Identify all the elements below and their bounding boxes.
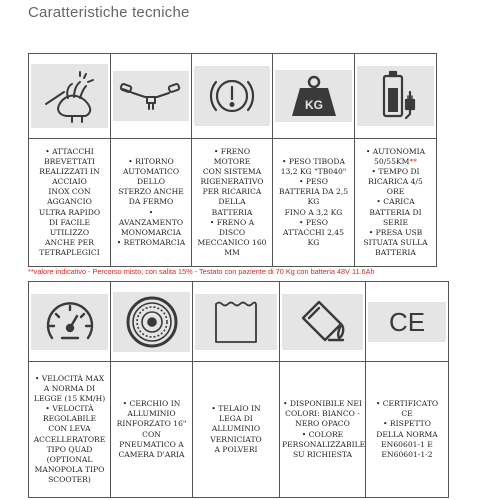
spec-line: INOX CON [48, 187, 91, 197]
spec-line: MECCANICO 160 [197, 237, 267, 247]
icon-cell [355, 54, 437, 139]
spec-cell [280, 362, 366, 498]
paint-bucket-icon [293, 294, 353, 350]
spec-line: PER RICARICA [202, 187, 262, 197]
spec-cell [111, 362, 193, 498]
spec-line: BATTERIA DI [369, 207, 422, 217]
icon-row-1 [29, 54, 437, 139]
spec-line: REGOLABILE [42, 414, 97, 424]
spec-cell [192, 139, 273, 267]
spec-line: • PESO [299, 177, 328, 187]
spec-line: DELLA [218, 197, 246, 207]
spec-line: TETRAPLEGICI [39, 247, 100, 257]
spec-line: AVANZAMENTO [118, 217, 184, 227]
spec-line: MM [224, 247, 240, 257]
spec-line: DELLA NORMA [376, 429, 438, 439]
handlebar-icon [119, 71, 183, 121]
spec-line: A NORMA DI [43, 384, 96, 394]
spec-text [113, 157, 189, 247]
spec-line: ACCELLERATORE [33, 434, 106, 444]
icon-cell [111, 54, 192, 139]
spec-line: SERIE [382, 217, 408, 227]
spec-line: • COLORE [301, 429, 344, 439]
spec-cell [111, 139, 192, 267]
spec-cell [366, 362, 449, 498]
spec-line: • PESO TIBODA [282, 157, 345, 167]
footnote-text: **valore indicativo - Percorso misto, con salita 15% - Testato con paziente di 70 Kg con batteria 48V 11.6Ah [28, 267, 375, 276]
spec-line: RIGENERATIVO [200, 177, 264, 187]
spec-line: • CERCHIO IN [122, 399, 181, 409]
spec-line: • [148, 207, 154, 217]
spec-text [195, 404, 277, 454]
weight-kg-label: KG [304, 98, 323, 112]
spec-line: EN60601-1 E [381, 439, 433, 449]
spec-text [282, 399, 366, 459]
battery-charger-icon [366, 66, 426, 126]
spec-line: BATTERIA [375, 247, 416, 257]
spec-line: FINO A 3,2 KG [284, 207, 343, 217]
spec-line: ACCIAIO [52, 177, 87, 187]
ce-mark-text: CE [388, 306, 426, 337]
spec-line: • PRESA USB [368, 227, 423, 237]
icon-cell [273, 54, 355, 139]
text-row-2 [29, 362, 449, 498]
spec-line: • FRENO A [209, 217, 255, 227]
spec-line: CON LEVA [48, 424, 91, 434]
spec-line: SCOOTER) [48, 474, 91, 484]
spec-line: STERZO ANCHE [118, 187, 184, 197]
spec-line: PNEUMATICO A [119, 439, 184, 449]
text-row-1 [29, 139, 437, 267]
spec-line: RICARICA 4/5 [368, 177, 423, 187]
spec-line: AGGANCIO [47, 197, 92, 207]
spec-cell [29, 139, 111, 267]
spec-line: CON [142, 429, 161, 439]
spec-line: PERSONALIZZABILE [282, 439, 366, 449]
spec-text [275, 157, 352, 247]
spec-line: CON SISTEMA [202, 167, 262, 177]
spec-line: MANOPOLA TIPO [34, 464, 105, 474]
page-title: Caratteristiche tecniche [28, 4, 190, 21]
spec-cell [29, 362, 111, 498]
spec-line: ATTACCHI 2,45 [283, 227, 344, 237]
icon-cell [192, 54, 273, 139]
spec-line: DISCO [218, 227, 246, 237]
spec-cell [355, 139, 437, 267]
icon-cell [366, 282, 449, 362]
spec-line: • TELAIO IN [211, 404, 261, 414]
spec-line: A POLVERI [214, 444, 258, 454]
spec-line: VERNICIATO [210, 434, 262, 444]
spec-text [113, 399, 190, 459]
spec-line: COLORI: BIANCO - [285, 409, 360, 419]
autonomy-label: • AUTONOMIA [365, 147, 426, 157]
spec-line: UTILIZZO [49, 227, 90, 237]
icon-cell [193, 282, 280, 362]
spec-line: KG [307, 197, 320, 207]
spec-line: TIPO QUAD [46, 444, 93, 454]
spec-line: MOTORE [213, 157, 251, 167]
spec-line: RINFORZATO 16" [116, 419, 187, 429]
spec-line: • CERTIFICATO [375, 399, 439, 409]
spec-line: • ATTACCHI [45, 147, 94, 157]
spec-line: MONOMARCIA [120, 227, 182, 237]
spec-text [368, 399, 446, 459]
spec-line: CAMERA D'ARIA [118, 449, 185, 459]
spec-line: DELLO [137, 177, 165, 187]
spec-line: DI FACILE [49, 217, 90, 227]
spec-line: ALLUMINIO [211, 424, 261, 434]
spec-line: • VELOCITÀ MAX [34, 374, 105, 384]
spec-line: BATTERIA DA 2,5 [278, 187, 349, 197]
spec-line: LEGA DI [219, 414, 253, 424]
spec-line: • CARICA [376, 197, 415, 207]
spec-line: CE [401, 409, 413, 419]
weight-kg-icon [284, 70, 344, 122]
spec-text [31, 374, 108, 484]
spec-line: • TEMPO DI [371, 167, 420, 177]
spec-line: • RETROMARCIA [116, 237, 186, 247]
icon-row-2 [29, 282, 449, 362]
spec-cell [193, 362, 280, 498]
speedometer-icon [40, 294, 100, 350]
spec-line: LEGGE (15 KM/H) [33, 394, 106, 404]
spec-line: ULTRA RAPIDO [38, 207, 101, 217]
hand-gripping-bar-icon [38, 64, 102, 128]
spec-line: EN60601-1-2 [381, 449, 433, 459]
spec-line: BREVETTATI [44, 157, 95, 167]
spec-line: • PESO [299, 217, 328, 227]
wheel-icon [122, 292, 182, 352]
spec-line: 13,2 KG "TB040" [280, 167, 347, 177]
spec-line: • DISPONIBILE NEI [283, 399, 362, 409]
spec-line: REALIZZATI IN [39, 167, 100, 177]
icon-cell [111, 282, 193, 362]
spec-line: ALLUMINIO [127, 409, 176, 419]
frame-icon [208, 294, 264, 350]
spec-text [31, 147, 108, 257]
spec-table-2 [28, 281, 449, 498]
autonomy-value: 50/55KM [374, 157, 410, 167]
spec-cell [273, 139, 355, 267]
spec-line: AUTOMATICO [122, 167, 180, 177]
spec-table-1 [28, 53, 437, 267]
icon-cell [280, 282, 366, 362]
spec-line: ORE [386, 187, 405, 197]
spec-line: SITUATA SULLA [363, 237, 428, 247]
brake-warning-icon [202, 66, 262, 126]
spec-line: NERO OPACO [295, 419, 350, 429]
spec-line: • FRENO [213, 147, 251, 157]
spec-line: SU RICHIESTA [292, 449, 353, 459]
ce-mark-icon [377, 302, 437, 342]
spec-text [357, 147, 434, 257]
icon-cell [29, 54, 111, 139]
spec-line: BATTERIA [211, 207, 253, 217]
spec-line: DA FERMO [128, 197, 174, 207]
spec-line: • RISPETTO [383, 419, 431, 429]
icon-cell [29, 282, 111, 362]
spec-line: • RITORNO [128, 157, 174, 167]
spec-line: ANCHE PER [45, 237, 94, 247]
spec-text [194, 147, 270, 257]
spec-line: KG [307, 237, 320, 247]
footnote-mark: ** [409, 157, 417, 167]
spec-line: • VELOCITÀ [45, 404, 94, 414]
spec-line: (OPTIONAL [46, 454, 93, 464]
